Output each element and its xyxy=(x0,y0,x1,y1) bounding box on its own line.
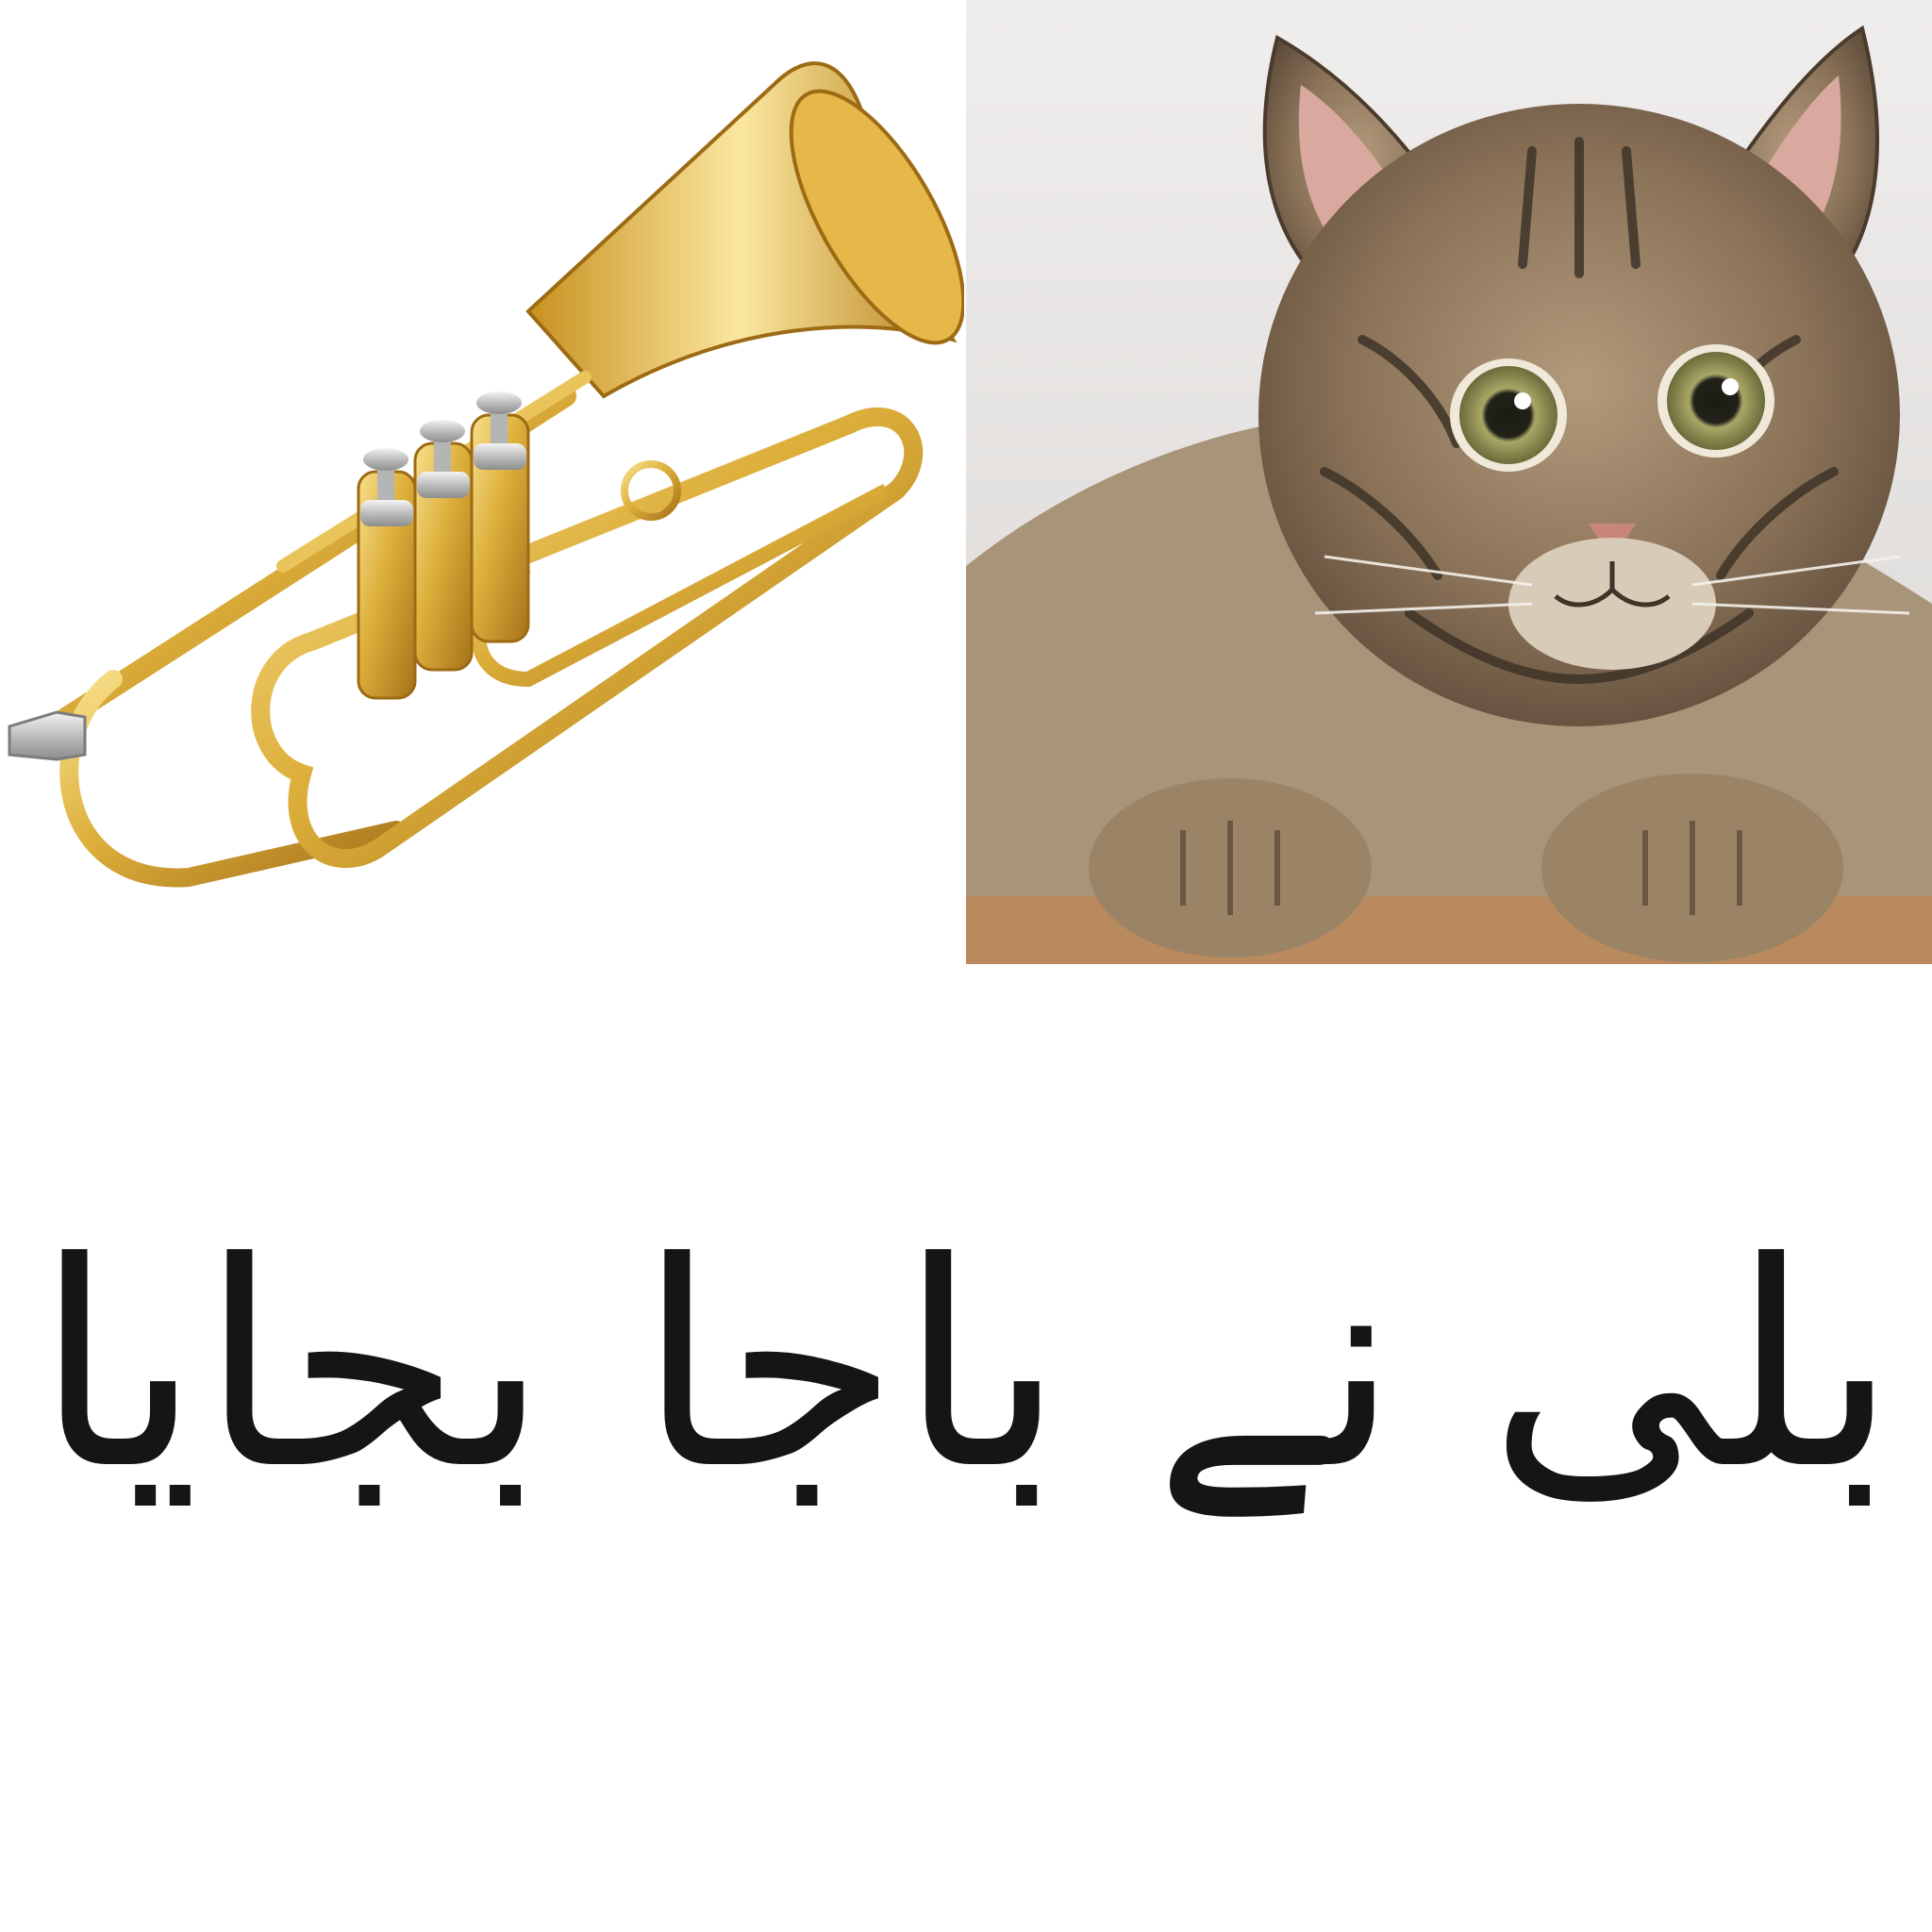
caption-area xyxy=(0,966,1932,1932)
valves xyxy=(358,391,528,698)
kitten-illustration xyxy=(966,0,1932,964)
urdu-caption: بلی نے باجا بجایا xyxy=(35,1202,1897,1531)
mouthpiece xyxy=(9,712,85,759)
trumpet-illustration xyxy=(0,0,964,964)
trumpet-image xyxy=(0,0,964,964)
cat-image xyxy=(966,0,1932,964)
